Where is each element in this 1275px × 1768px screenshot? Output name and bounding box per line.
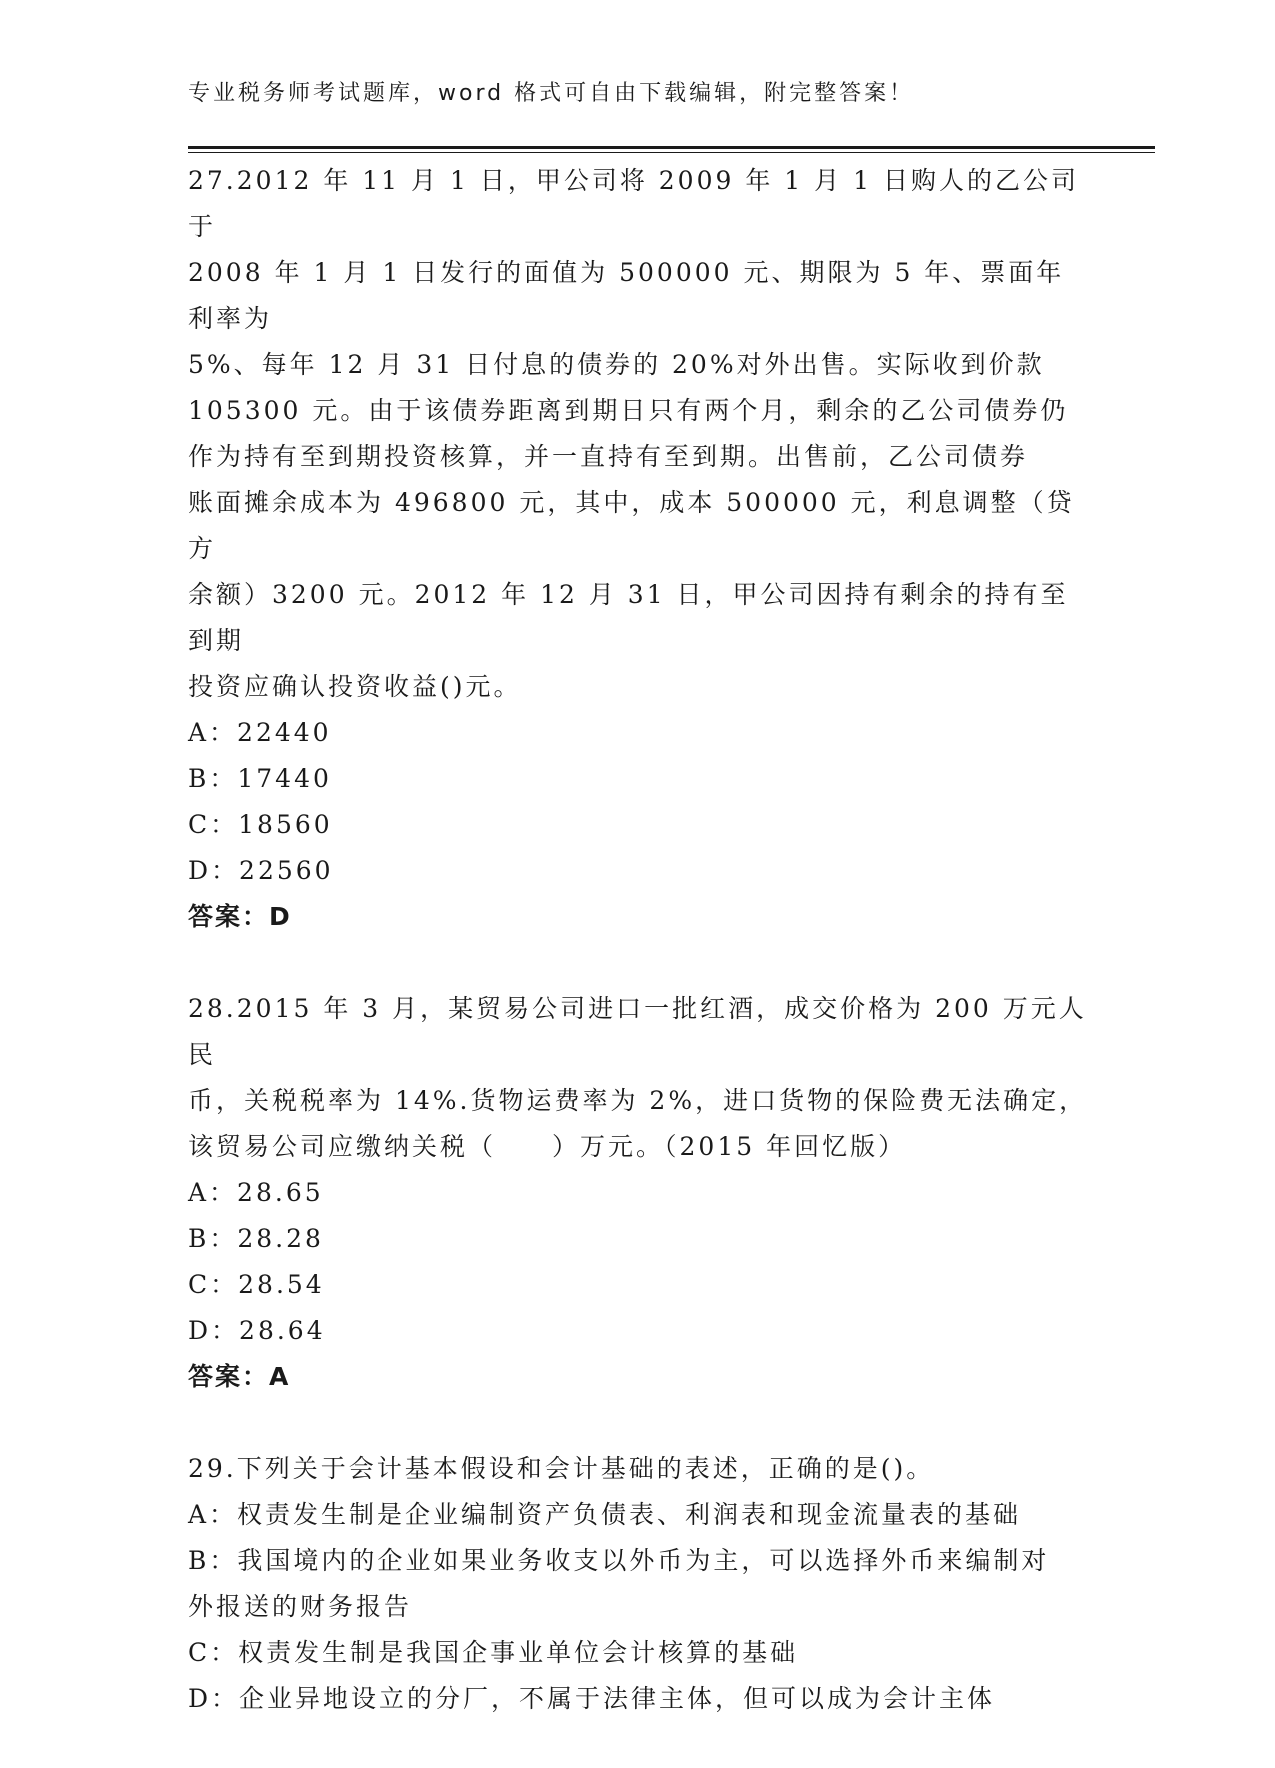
header-rule-thin: [188, 152, 1155, 153]
question-stem-line: 作为持有至到期投资核算，并一直持有至到期。出售前，乙公司债券: [188, 442, 1029, 471]
question-stem-line: 投资应确认投资收益()元。: [188, 672, 522, 701]
question-stem-line: 2008 年 1 月 1 日发行的面值为 500000 元、期限为 5 年、票面年利率为: [188, 258, 1065, 333]
option-d: D：28.64: [188, 1316, 326, 1345]
question-29: [188, 1446, 1088, 1722]
question-stem-line: 账面摊余成本为 496800 元，其中，成本 500000 元，利息调整（贷方: [188, 488, 1075, 563]
option-b: B：17440: [188, 764, 332, 793]
question-27: [188, 158, 1088, 940]
question-stem-line: 币，关税税率为 14%.货物运费率为 2%，进口货物的保险费无法确定，: [188, 1086, 1088, 1115]
option-c: C：18560: [188, 810, 333, 839]
option-a: A：22440: [188, 718, 332, 747]
option-b: B：我国境内的企业如果业务收支以外币为主，可以选择外币来编制对: [188, 1546, 1050, 1575]
question-list: [188, 158, 1088, 1768]
answer-label: 答案：A: [188, 1362, 291, 1391]
question-stem-line: 余额）3200 元。2012 年 12 月 31 日，甲公司因持有剩余的持有至到期: [188, 580, 1069, 655]
option-c: C：权责发生制是我国企事业单位会计核算的基础: [188, 1638, 799, 1667]
question-28: [188, 986, 1088, 1400]
question-stem-line: 28.2015 年 3 月，某贸易公司进口一批红酒，成交价格为 200 万元人民: [188, 994, 1087, 1069]
answer-label: 答案：D: [188, 902, 292, 931]
option-d: D：22560: [188, 856, 334, 885]
option-b: B：28.28: [188, 1224, 324, 1253]
question-stem-line: 5%、每年 12 月 31 日付息的债券的 20%对外出售。实际收到价款: [188, 350, 1045, 379]
question-stem-line: 105300 元。由于该债券距离到期日只有两个月，剩余的乙公司债券仍: [188, 396, 1069, 425]
option-a: A：权责发生制是企业编制资产负债表、利润表和现金流量表的基础: [188, 1500, 1022, 1529]
option-d: D：企业异地设立的分厂，不属于法律主体，但可以成为会计主体: [188, 1684, 996, 1713]
option-c: C：28.54: [188, 1270, 325, 1299]
page-header: 专业税务师考试题库，word 格式可自由下载编辑，附完整答案！: [188, 81, 915, 106]
header-rule-thick: [188, 146, 1155, 149]
question-stem-line: 27.2012 年 11 月 1 日，甲公司将 2009 年 1 月 1 日购人的乙公司于: [188, 166, 1079, 241]
option-b-continuation: 外报送的财务报告: [188, 1592, 413, 1621]
option-a: A：28.65: [188, 1178, 324, 1207]
question-stem-line: 29.下列关于会计基本假设和会计基础的表述，正确的是()。: [188, 1454, 935, 1483]
question-stem-line: 该贸易公司应缴纳关税（ ）万元。（2015 年回忆版）: [188, 1132, 907, 1161]
